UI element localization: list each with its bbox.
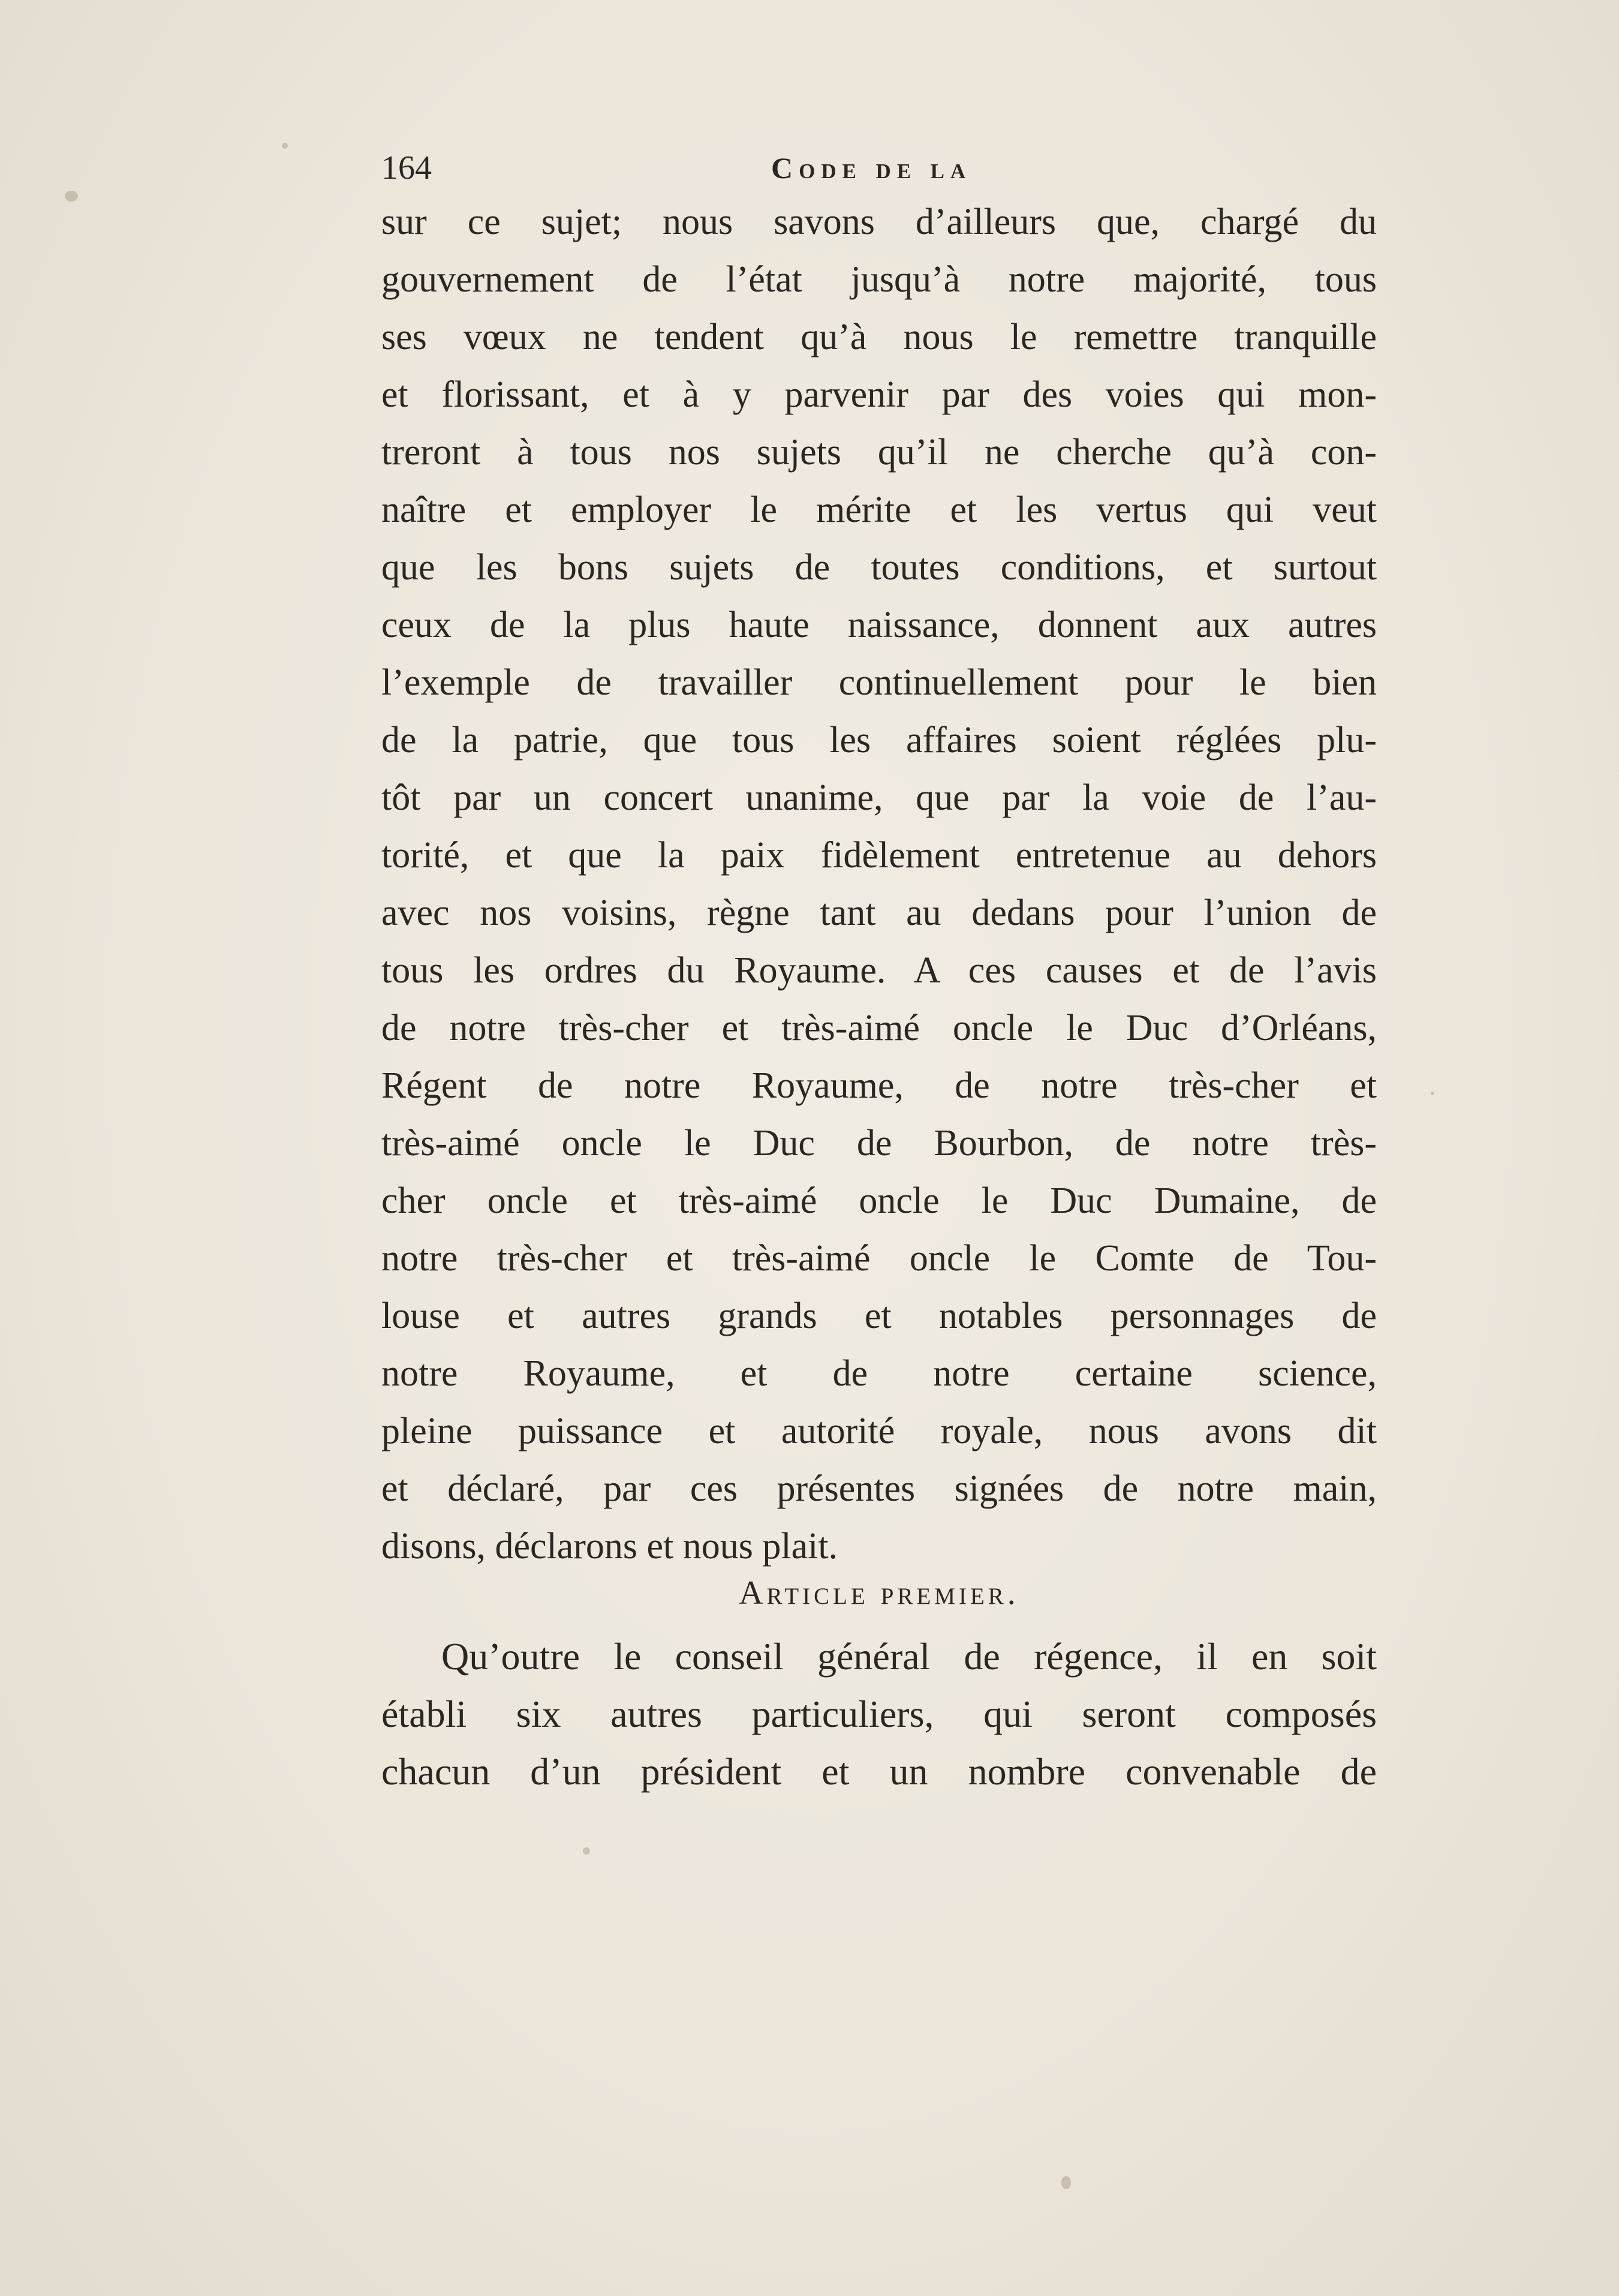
text-line: treront à tous nos sujets qu’il ne cherche qu’à con- [381,432,1377,473]
text-line: disons, déclarons et nous plait. [381,1526,838,1567]
text-line: établi six autres particuliers, qui seront composés [381,1693,1377,1735]
text-line: Qu’outre le conseil général de régence, il en soit [441,1635,1377,1678]
paper-speck [1431,1092,1434,1095]
paper-speck [1061,2176,1071,2189]
article-heading: Article premier. [739,1574,1019,1612]
text-line: torité, et que la paix fidèlement entretenue au dehors [381,835,1377,876]
text-line: ceux de la plus haute naissance, donnent aux autres [381,605,1377,645]
text-line: pleine puissance et autorité royale, nous avons dit [381,1411,1377,1451]
paper-speck [65,191,78,202]
text-line: très-aimé oncle le Duc de Bourbon, de notre très- [381,1123,1377,1164]
text-line: de la patrie, que tous les affaires soient réglées plu- [381,720,1377,761]
text-line: notre très-cher et très-aimé oncle le Comte de Tou- [381,1238,1377,1279]
text-line: cher oncle et très-aimé oncle le Duc Dumaine, de [381,1180,1377,1221]
text-line: de notre très-cher et très-aimé oncle le Duc d’Orléans, [381,1008,1377,1048]
text-line: avec nos voisins, règne tant au dedans pour l’union de [381,892,1377,933]
paper-speck [583,1847,590,1855]
text-line: que les bons sujets de toutes conditions, et surtout [381,547,1377,588]
text-line: ses vœux ne tendent qu’à nous le remettre tranquille [381,317,1377,357]
text-line: et déclaré, par ces présentes signées de notre main, [381,1468,1377,1509]
text-line: louse et autres grands et notables personnages de [381,1296,1377,1336]
text-line: Régent de notre Royaume, de notre très-cher et [381,1065,1377,1106]
page-header [381,144,1017,192]
text-line: tous les ordres du Royaume. A ces causes et de l’avis [381,950,1377,991]
text-line: sur ce sujet; nous savons d’ailleurs que, chargé du [381,202,1377,242]
text-line: notre Royaume, et de notre certaine science, [381,1353,1377,1394]
running-head: Code de la [771,151,972,185]
article-paragraph [381,1628,1377,1801]
text-line: et florissant, et à y parvenir par des voies qui mon- [381,374,1377,415]
text-line: chacun d’un président et un nombre convenable de [381,1750,1377,1793]
body-paragraph [381,193,1377,1575]
text-line: l’exemple de travailler continuellement pour le bien [381,662,1377,703]
page-number: 164 [381,149,432,187]
text-line: gouvernement de l’état jusqu’à notre majorité, tous [381,259,1377,300]
text-line: tôt par un concert unanime, que par la voie de l’au- [381,777,1377,818]
paper-speck [282,143,288,149]
text-line: naître et employer le mérite et les vertus qui veut [381,489,1377,530]
